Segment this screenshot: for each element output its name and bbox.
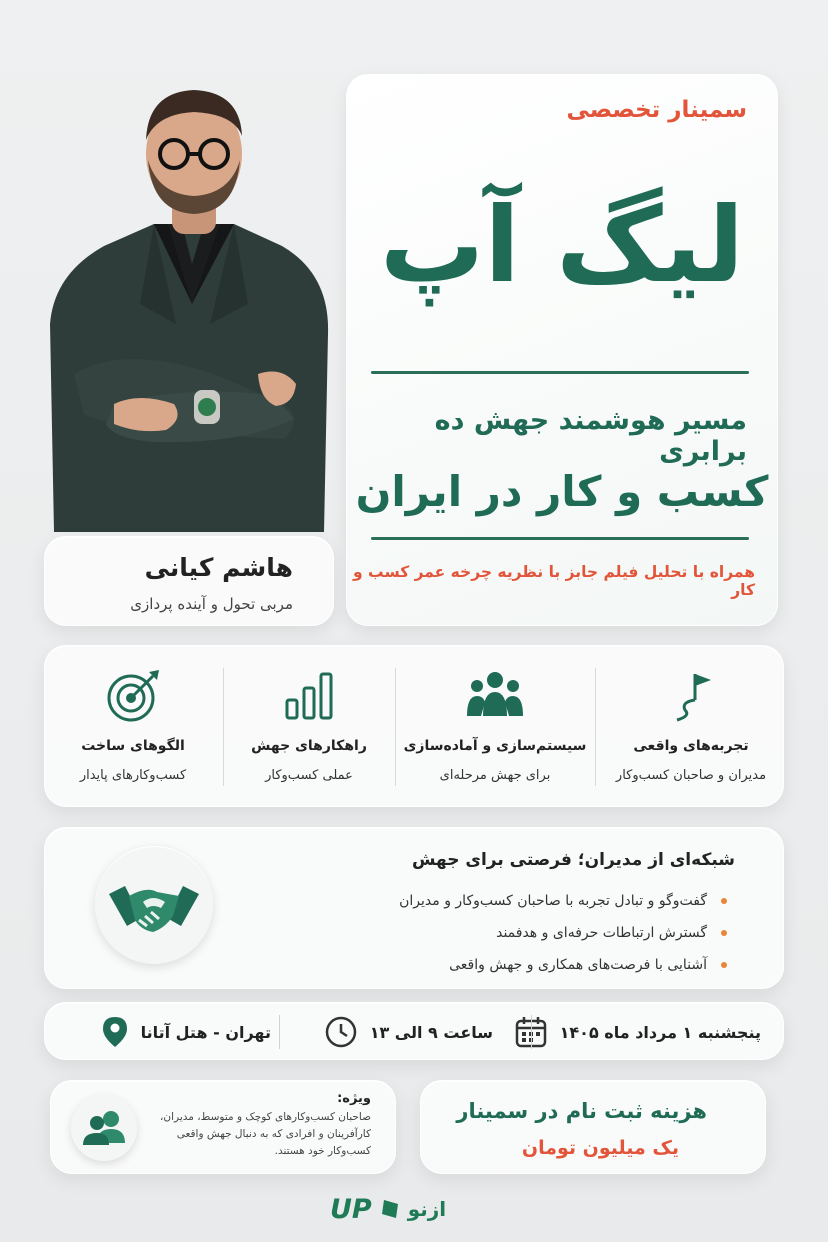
network-list <box>399 886 727 982</box>
hero-divider-bottom <box>371 537 749 540</box>
logo-persian: ازنو <box>407 1197 447 1221</box>
feature-item <box>225 646 393 808</box>
list-item: گفت‌وگو و تبادل تجربه با صاحبان کسب‌وکار و مدیران <box>399 886 727 918</box>
flag-path-icon <box>661 666 721 726</box>
seminar-title: لیگ آپ <box>379 184 745 306</box>
feature-subtitle: برای جهش مرحله‌ای <box>439 768 551 783</box>
feature-item <box>397 646 593 808</box>
audience-badge <box>71 1095 137 1161</box>
feature-subtitle: عملی کسب‌وکار <box>265 768 353 783</box>
logo-latin: UP <box>330 1193 372 1225</box>
event-info-bar <box>44 1002 784 1060</box>
users-icon <box>71 1095 137 1161</box>
features-card <box>44 645 784 807</box>
feature-subtitle: مدیران و صاحبان کسب‌وکار <box>615 768 767 783</box>
location-pin-icon <box>101 1015 129 1049</box>
event-location-text: تهران - هتل آتانا <box>140 1022 271 1042</box>
info-divider <box>279 1015 280 1049</box>
hero-note: همراه با تحلیل فیلم جابز با نظریه چرخه عمر کسب و کار <box>353 563 755 599</box>
speaker-role: مربی تحول و آینده پردازی <box>130 595 293 613</box>
price-value: یک میلیون تومان <box>521 1137 679 1159</box>
logo-mark-icon <box>380 1198 400 1220</box>
event-date-text: پنجشنبه ۱ مرداد ماه ۱۴۰۵ <box>559 1022 761 1042</box>
hero-divider-top <box>371 371 749 374</box>
feature-title: الگوهای ساخت <box>81 738 185 754</box>
feature-item <box>597 646 785 808</box>
feature-divider <box>595 668 596 786</box>
clock-icon <box>324 1015 358 1049</box>
hero-subtitle-line2: کسب و کار در ایران <box>355 467 769 516</box>
info-divider <box>531 1015 532 1049</box>
feature-item <box>45 646 221 808</box>
audience-card <box>50 1080 396 1174</box>
network-card <box>44 827 784 989</box>
feature-title: سیستم‌سازی و آماده‌سازی <box>403 738 587 754</box>
list-item: گسترش ارتباطات حرفه‌ای و هدفمند <box>399 918 727 950</box>
event-time <box>324 1003 493 1061</box>
event-time-text: ساعت ۹ الی ۱۳ <box>369 1022 493 1042</box>
feature-divider <box>395 668 396 786</box>
price-label: هزینه ثبت نام در سمینار <box>456 1099 707 1123</box>
audience-text: صاحبان کسب‌وکارهای کوچک و متوسط، مدیران، کارآفرینان و افرادی که به دنبال جهش واقعی کسب‌وکار خود هستند. <box>160 1111 371 1157</box>
brand-logo <box>330 1190 480 1228</box>
event-location <box>101 1003 271 1061</box>
speaker-photo <box>44 74 334 532</box>
audience-title: ویژه: <box>337 1091 371 1106</box>
hero-eyebrow: سمینار تخصصی <box>566 97 747 123</box>
target-icon <box>103 666 163 726</box>
feature-divider <box>223 668 224 786</box>
hero-subtitle-line1: مسیر هوشمند جهش ده برابری <box>434 405 747 467</box>
handshake-badge <box>95 846 213 964</box>
handshake-icon <box>95 846 213 964</box>
network-title: شبکه‌ای از مدیران؛ فرصتی برای جهش <box>411 850 735 870</box>
speaker-name: هاشم کیانی <box>144 553 293 582</box>
feature-title: راهکارهای جهش <box>251 738 367 754</box>
hero-card <box>346 74 778 626</box>
event-date <box>514 1003 761 1061</box>
price-card <box>420 1080 766 1174</box>
speaker-card <box>44 536 334 626</box>
feature-title: تجربه‌های واقعی <box>633 738 749 754</box>
feature-subtitle: کسب‌وکارهای پایدار <box>79 768 187 783</box>
team-icon <box>465 666 525 726</box>
bar-chart-icon <box>279 666 339 726</box>
list-item: آشنایی با فرصت‌های همکاری و جهش واقعی <box>399 950 727 982</box>
